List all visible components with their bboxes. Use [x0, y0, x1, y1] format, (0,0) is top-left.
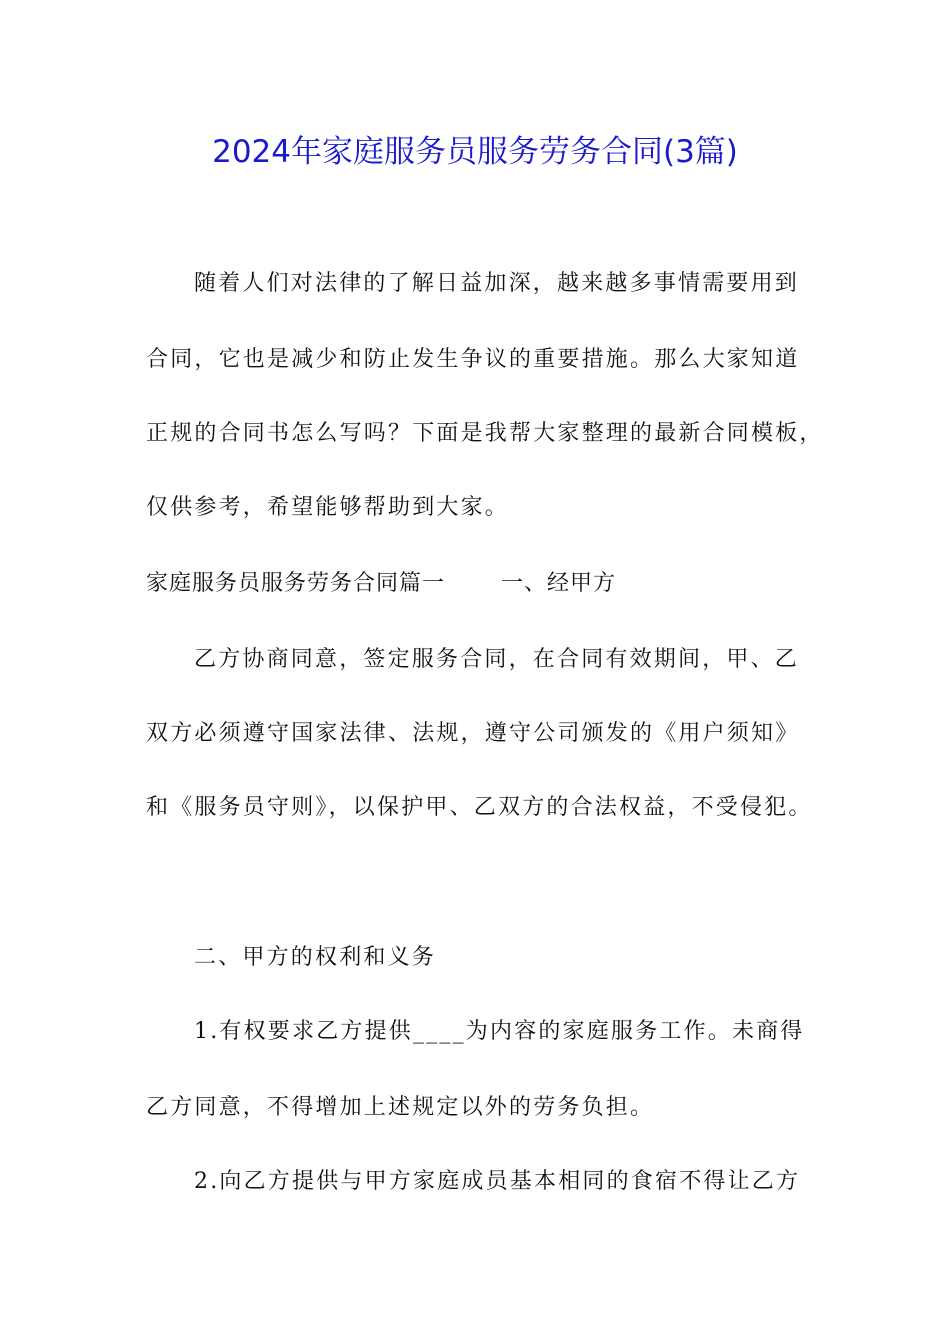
- clause-one-line-1: 乙方协商同意，签定服务合同，在合同有效期间，甲、乙: [194, 647, 800, 672]
- intro-line-4: 仅供参考，希望能够帮助到大家。: [146, 495, 510, 520]
- intro-line-1: 随着人们对法律的了解日益加深，越来越多事情需要用到: [194, 271, 800, 296]
- clause-one-title: 一、经甲方: [501, 571, 617, 596]
- clause-two-title: 二、甲方的权利和义务: [194, 945, 437, 970]
- section-heading-line: [146, 566, 616, 602]
- intro-line-2: 合同，它也是减少和防止发生争议的重要措施。那么大家知道: [146, 347, 800, 372]
- intro-line-3: 正规的合同书怎么写吗？下面是我帮大家整理的最新合同模板，: [146, 421, 824, 446]
- document-title: 2024年家庭服务员服务劳务合同(3篇): [212, 134, 738, 170]
- item-one-line-1: 1.有权要求乙方提供____为内容的家庭服务工作。未商得: [194, 1019, 805, 1044]
- item-two-line-1: 2.向乙方提供与甲方家庭成员基本相同的食宿不得让乙方: [194, 1169, 801, 1194]
- item-one-line-2: 乙方同意，不得增加上述规定以外的劳务负担。: [146, 1095, 655, 1120]
- clause-one-line-2: 双方必须遵守国家法律、法规，遵守公司颁发的《用户须知》: [146, 721, 800, 746]
- section-heading: 家庭服务员服务劳务合同篇一: [146, 571, 446, 596]
- clause-one-line-3: 和《服务员守则》，以保护甲、乙双方的合法权益，不受侵犯。: [146, 795, 813, 820]
